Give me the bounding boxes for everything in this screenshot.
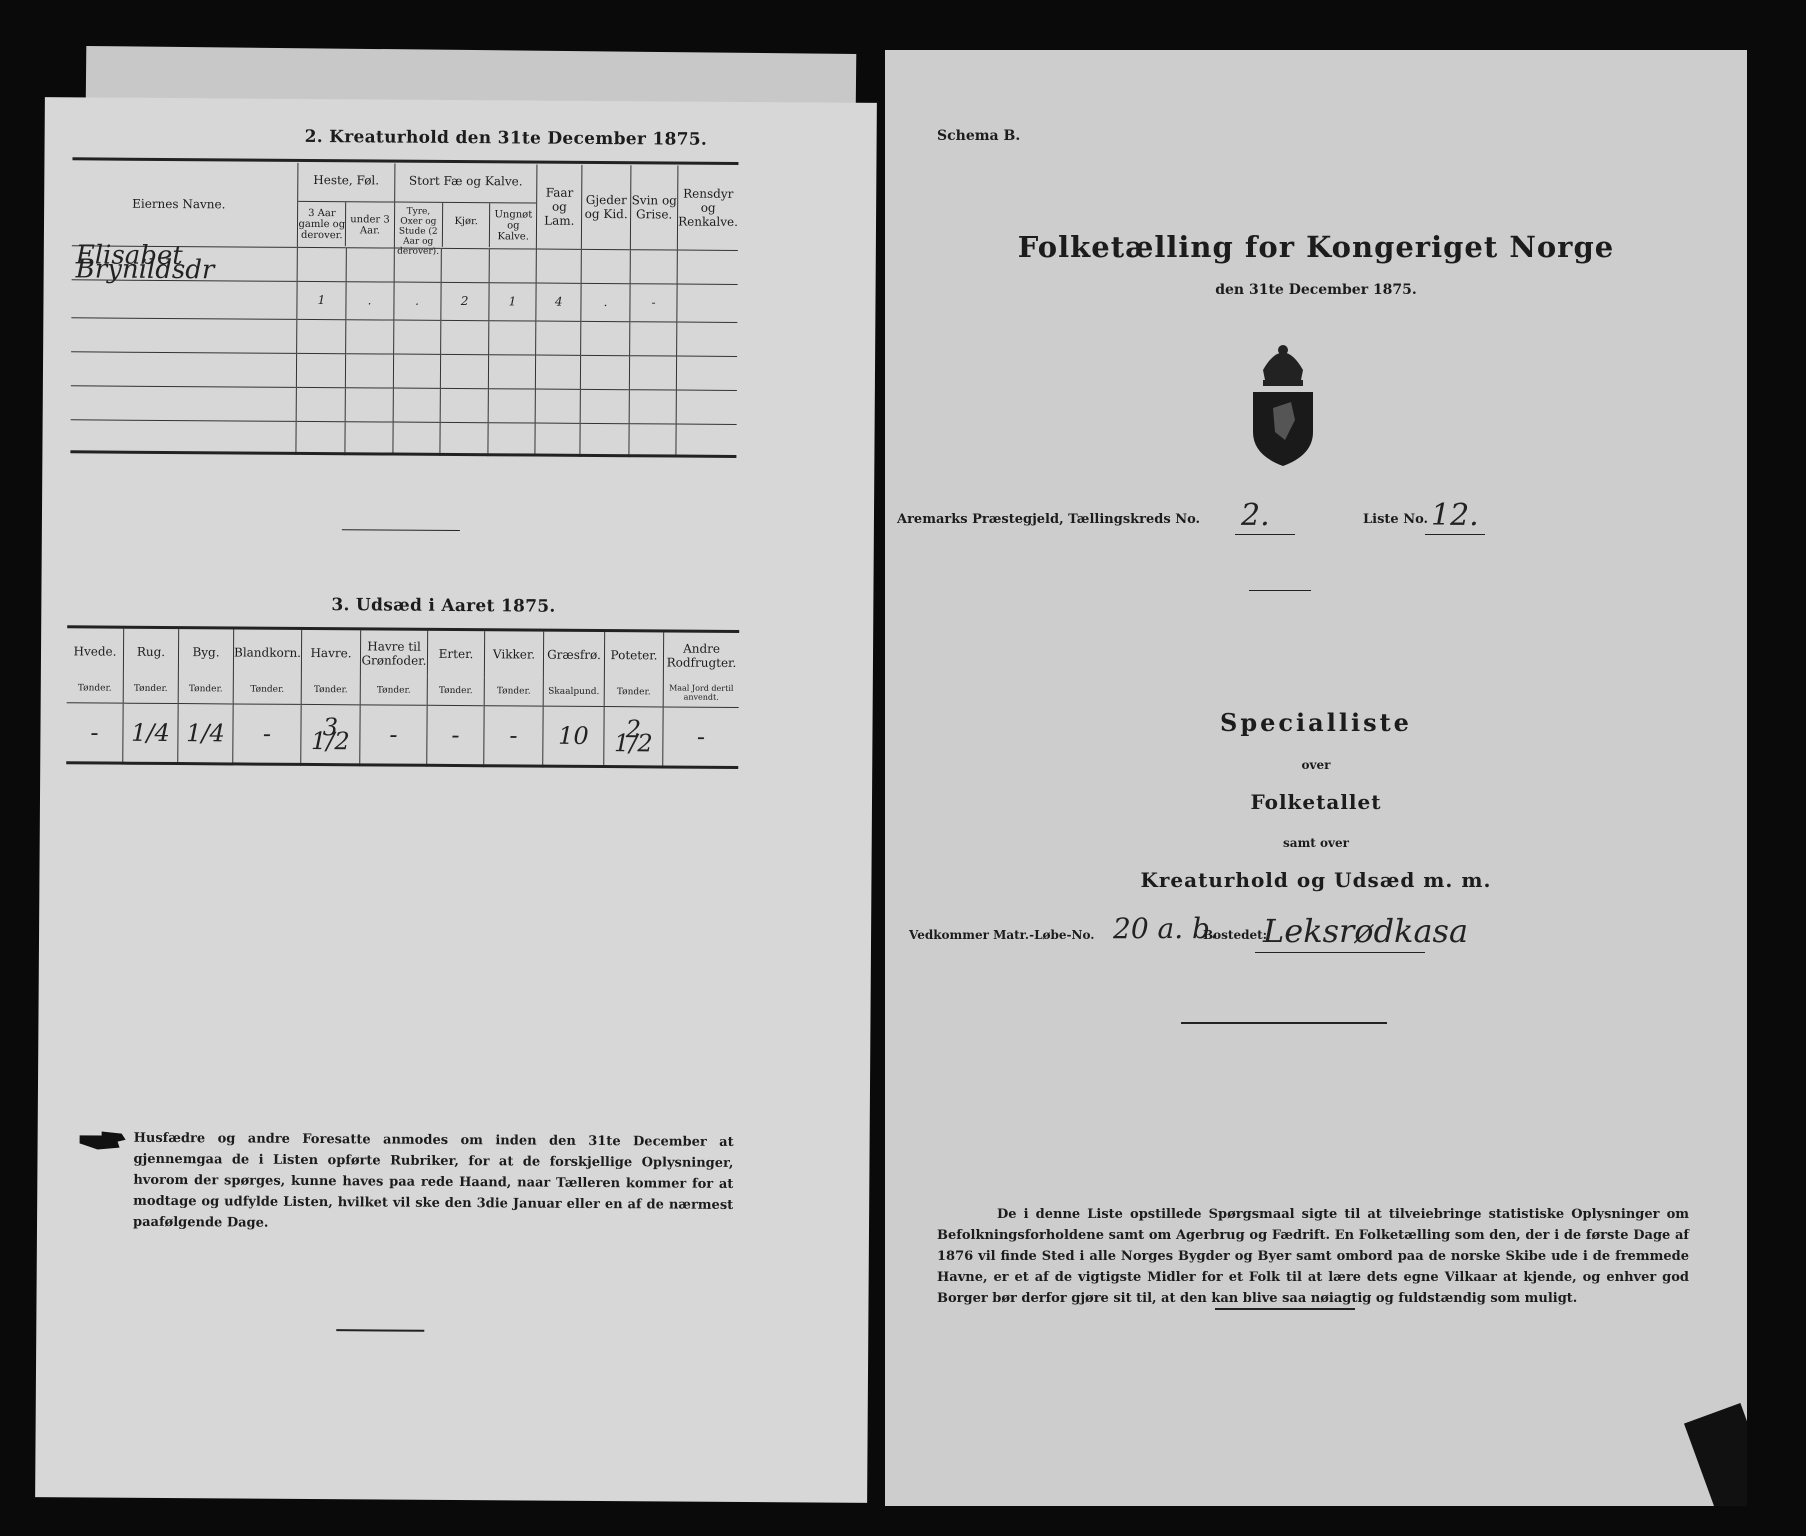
table-row <box>71 385 737 424</box>
faar-header: Faar og Lam. <box>537 165 582 249</box>
kreaturhold-heading: Kreaturhold og Udsæd m. m. <box>1140 868 1492 892</box>
udsaed-value-poteter: 2 1/2 <box>604 706 663 766</box>
faar-value: 4 <box>536 283 581 321</box>
table-row <box>66 702 738 767</box>
udsaed-header-havre-gronfoder: Havre til Grønfoder. <box>360 630 427 676</box>
table-row <box>71 317 737 356</box>
divider <box>336 1329 424 1332</box>
specialliste-heading: Specialliste <box>1220 708 1412 737</box>
gjeder-value: . <box>581 283 630 321</box>
census-date: den 31te December 1875. <box>1215 282 1417 298</box>
udsaed-header-poteter: Poteter. <box>604 632 663 678</box>
owner-name-header: Eiernes Navne. <box>132 196 226 212</box>
district-number: 2. <box>1241 498 1270 533</box>
heste-sub-2: under 3 Aar. <box>350 214 390 237</box>
left-page <box>35 97 877 1503</box>
udsaed-value-havre-gronfoder: - <box>360 704 427 764</box>
udsaed-unit: Tønder. <box>484 677 543 705</box>
udsaed-unit: Tønder. <box>123 675 178 703</box>
samt-over-label: samt over <box>1283 836 1349 850</box>
table-row <box>71 279 737 322</box>
bosted-label: Bostedet: <box>1203 928 1268 942</box>
udsaed-header-byg: Byg. <box>178 629 233 675</box>
udsaed-value-andre: - <box>663 706 739 767</box>
table-row <box>71 351 737 390</box>
divider <box>1181 1022 1387 1024</box>
folketallet-heading: Folketallet <box>1250 790 1382 814</box>
udsaed-value-erter: - <box>427 705 484 765</box>
udsaed-value-rug: 1/4 <box>123 703 178 763</box>
udsaed-unit: Tønder. <box>604 678 663 706</box>
udsaed-header-graesfro: Græsfrø. <box>543 632 604 678</box>
svin-header: Svin og Grise. <box>630 165 678 249</box>
udsaed-header-havre: Havre. <box>301 630 360 676</box>
udsaed-value-graesfro: 10 <box>543 706 604 766</box>
ungnot-value: 1 <box>488 282 536 320</box>
right-page <box>885 50 1747 1506</box>
udsaed-value-blandkorn: - <box>233 703 301 763</box>
udsaed-unit: Tønder. <box>360 676 427 704</box>
kjor-value: 2 <box>441 282 489 320</box>
udsaed-unit: Maal Jord dertil anvendt. <box>663 678 739 707</box>
matr-value: 20 a. b. <box>1113 912 1219 945</box>
underline <box>1255 952 1425 953</box>
udsaed-header-blandkorn: Blandkorn. <box>233 629 301 675</box>
underline <box>1425 534 1485 535</box>
main-title: Folketælling for Kongeriget Norge <box>1017 230 1615 264</box>
udsaed-value-havre: 3 1/2 <box>301 704 360 764</box>
section3-title: 3. Udsæd i Aaret 1875. <box>331 595 556 617</box>
owner-name-cell: Elisabet Brynildsdr <box>75 240 215 286</box>
liste-number: 12. <box>1431 498 1479 533</box>
district-label: Aremarks Præstegjeld, Tællingskreds No. <box>897 512 1201 527</box>
heste-young-value: . <box>346 281 394 319</box>
heste-sub-1: 3 Aar gamle og derover. <box>298 202 346 246</box>
rensdyr-header: Rensdyr og Renkalve. <box>677 166 738 250</box>
heste-header: Heste, Føl. <box>313 172 380 188</box>
udsaed-unit: Tønder. <box>233 675 301 703</box>
udsaed-header-hvede: Hvede. <box>73 644 117 659</box>
divider <box>1215 1308 1355 1310</box>
info-text: De i denne Liste opstillede Spørgsmaal sigte til at tilveiebringe statistiske Oplysninger om Befolkningsforholdene samt om Agerbrug og Fædrift. En Folketælling som den, der i de første Dage af 1876 vil finde Sted i alle Norges Bygder og Byer samt ombord paa de norske Skibe ude i de fremmede Havne, er et af de vigtigste Midler for et Folk til at lære dets egne Vilkaar at kjende, og enhver god Borger bør derfor gjøre sit til, at den kan blive saa nøiagtig og fuldstændig som muligt. <box>937 1207 1689 1306</box>
udsaed-unit: Tønder. <box>427 677 484 705</box>
section2-title: 2. Kreaturhold den 31te December 1875. <box>304 126 708 150</box>
stort-sub-3: Ungnøt og Kalve. <box>494 209 533 243</box>
udsaed-unit: Tønder. <box>301 676 360 704</box>
udsaed-header-andre: Andre Rodfrugter. <box>663 632 739 679</box>
binding-clip <box>1684 1403 1747 1506</box>
heste-old-value: 1 <box>297 281 346 319</box>
liste-label: Liste No. <box>1363 512 1429 527</box>
udsaed-unit: Tønder. <box>77 683 112 694</box>
udsaed-header-erter: Erter. <box>427 631 484 677</box>
udsaed-unit: Skaalpund. <box>543 678 604 706</box>
svin-value: - <box>630 283 677 321</box>
stort-sub-1: Tyre, Oxer og Stude (2 Aar og derover). <box>394 203 443 247</box>
coat-of-arms-icon <box>1245 340 1321 470</box>
underline <box>1235 534 1295 535</box>
kreaturhold-table <box>70 161 738 457</box>
udsaed-table <box>66 628 739 768</box>
divider <box>342 529 460 531</box>
table-row <box>70 419 736 456</box>
matr-label: Vedkommer Matr.-Løbe-No. <box>909 928 1095 942</box>
over-label: over <box>1301 758 1331 772</box>
divider <box>1249 590 1311 591</box>
tyre-value: . <box>393 282 440 320</box>
gjeder-header: Gjeder og Kid. <box>582 165 631 249</box>
udsaed-value-vikker: - <box>484 705 543 765</box>
stort-fae-header: Stort Fæ og Kalve. <box>408 173 523 189</box>
udsaed-header-vikker: Vikker. <box>484 631 543 677</box>
stort-sub-2: Kjør. <box>443 203 490 247</box>
pointing-hand-icon <box>78 1127 128 1151</box>
notice-text: Husfædre og andre Foresatte anmodes om inden den 31te December at gjennemgaa de i Listen opførte Rubriker, for at de forskjellige Oplysninger, hvorom der spørges, kunne haves paa rede Haand, naar Tælleren kommer for at modtage og udfylde Listen, hvilket vil ske den 3die Januar eller en af de nærmest paafølgende Dage. <box>132 1130 734 1231</box>
udsaed-value-hvede: - <box>90 717 99 747</box>
schema-label: Schema B. <box>937 128 1021 144</box>
udsaed-unit: Tønder. <box>178 675 233 703</box>
udsaed-header-rug: Rug. <box>123 629 178 675</box>
udsaed-value-byg: 1/4 <box>178 703 233 763</box>
bosted-value: Leksrødkasa <box>1263 912 1469 950</box>
